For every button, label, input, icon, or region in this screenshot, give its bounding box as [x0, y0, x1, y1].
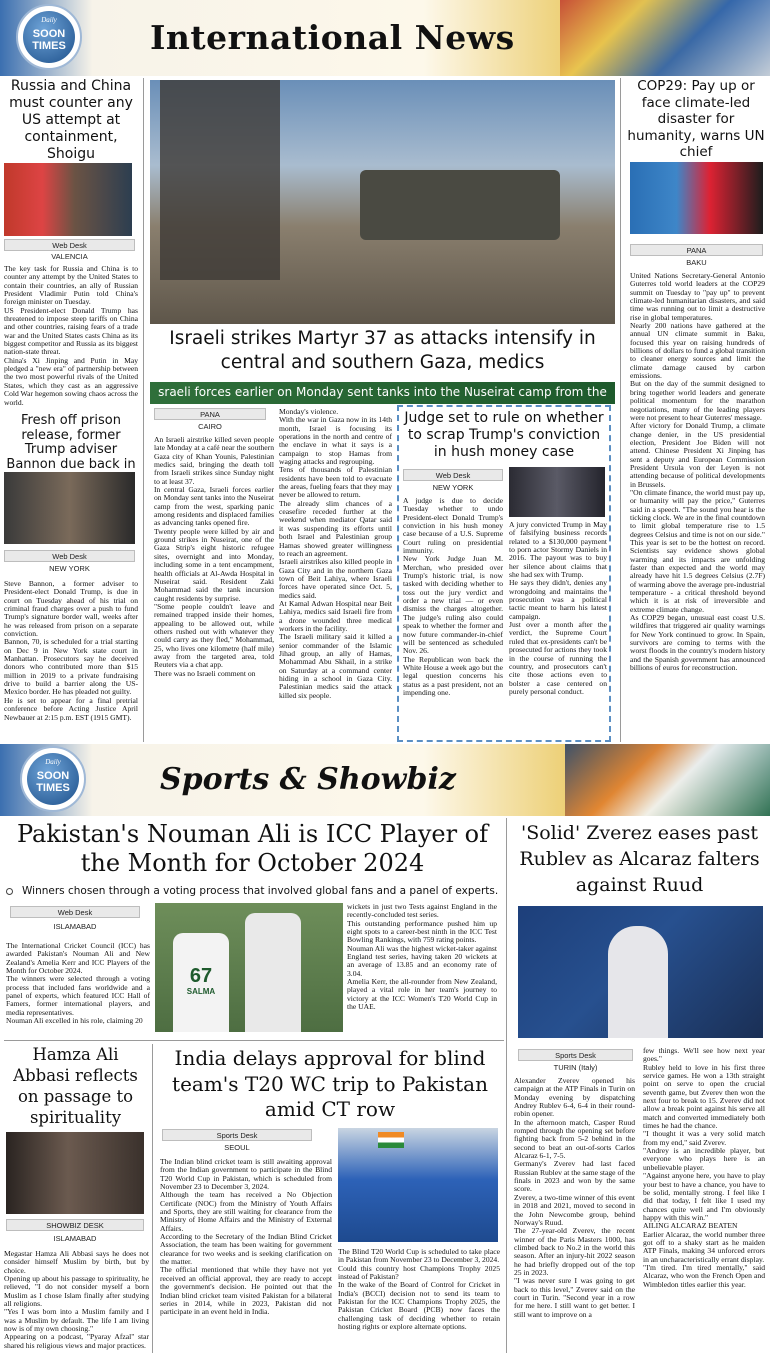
sports-collage	[565, 744, 770, 816]
hamza-dateline: ISLAMABAD	[53, 1234, 97, 1243]
logo-times: TIMES	[32, 40, 66, 52]
left1-desk: Web Desk	[4, 239, 135, 251]
india-body-col2: The Blind T20 World Cup is scheduled to take place in Pakistan from November 23 to December 3, 2024. Could this country host Champions Trophy 2025 instead of Pakistan? In the wake of the Board of Control for Cricket in India's (BCCI) decision not to send its team to Pakistan for the ICC Champions Trophy 2025, the Pakistan Cricket Board (PCB) now faces the challenging task of deciding whether to retain hosting rights or explore alternate options.	[338, 1247, 500, 1332]
logo-times: TIMES	[36, 782, 70, 794]
logo-daily: Daily	[41, 16, 57, 24]
gaza-body-col2: Monday's violence. With the war in Gaza now in its 14th month, Israel is focusing its operations in the north and centre of the enclave in what it says is a campaign to stop Hamas from waging attacks and regrouping. Tens of thousands of Palestinian residents have been told to evacuate the areas, fueling fears that they may never be allowed to return. The already slim chances of a ceasefire receded further at the weekend when mediator Qatar said it was suspending its efforts until both Israel and Palestinian group Hamas showed greater willingness to reach an agreement. Israeli airstrikes also killed people in Gaza City and in the northern Gaza town of Beit Lahiya, where Israeli forces have operated since Oct. 5, medics said. At Kamal Adwan Hospital near Beit Lahiya, medics said Israeli fire from a drone wounded three medical workers in the facility. The Israeli military said it killed a senior commander of the Islamic Jihad group, an ally of Hamas, Mohammad Abu Skhail, in a strike on Saturday at a command center hiding in a school in Gaza City. Palestinian medics said the attack killed six people.	[279, 407, 392, 700]
jersey-number: 67	[189, 965, 213, 987]
jersey-name: SALMA	[186, 987, 216, 996]
zverev-headline: 'Solid' Zverez eases past Rublev as Alcaraz falters against Ruud	[519, 822, 760, 896]
bullet-icon	[6, 888, 13, 895]
shoigu-photo	[4, 163, 132, 236]
column-divider	[143, 78, 144, 742]
gaza-headline: Israeli strikes Martyr 37 as attacks intensify in central and southern Gaza, medics	[169, 328, 596, 373]
nouman-desk: Web Desk	[10, 906, 140, 918]
trump-judge-box	[397, 405, 611, 742]
column-divider	[152, 1044, 153, 1353]
zverev-body-col1: Alexander Zverev opened his campaign at the ATP Finals in Turin on Monday evening by dispatching Andrey Rublev 6-4, 6-4 in their round-robin opener. In the afternoon match, Casper Ruud romped through the opening set before fighting back from 5-2 behind in the second to beat an out-of-sorts Carlos Alcaraz 6-1, 7-5. Germany's Zverev had last faced Russian Rublev at the same stage of the finals in 2023 and won by the same score. Zverev, a two-time winner of this event in 2018 and 2021, moved to second in the John Newcombe group, behind Norway's Ruud. The 27-year-old Zverev, the recent winner of the Paris Masters 1000, has climbed back to No.2 in the world this season. After an injury-hit 2022 season he had briefly dropped out of the top 25 in 2023. "I was never sure I was going to get back to this level," Zverev said on the court in Turin. "Second year in a row for me here. I still want to get better. I still want to improve on a	[514, 1076, 635, 1319]
section-title: International News	[150, 18, 515, 57]
logo-soon: SOON	[36, 770, 70, 782]
building-shape	[160, 80, 280, 280]
sports-banner	[0, 744, 770, 816]
tank-shape	[360, 170, 560, 240]
cop29-dateline: BAKU	[686, 258, 707, 267]
judge-headline: Judge set to rule on whether to scrap Trump's conviction in hush money case	[404, 410, 604, 460]
left1-dateline: VALENCIA	[51, 252, 88, 261]
zverev-dateline: TURIN (Italy)	[553, 1063, 598, 1072]
gaza-body-col1: An Israeli airstrike killed seven people late Monday at a café near the southern Gaza city of Khan Younis, Palestinian medics said, bringing the death toll from Israeli strikes since Sunday night to at least 37. In central Gaza, Israeli forces earlier on Monday sent tanks into the Nuseirat camp from the west, sparking panic among residents and displaced families as advancing tanks opened fire. Twenty people were killed by air and ground strikes in Nuseirat, one of the Gaza Strip's eight historic refugee sites, overnight and into Monday, including some in a tent encampment, health officials at Al-Awda Hospital in Nuseirat said. Resident Zaki Mohammad said the tank incursion caught residents by surprise. "Some people couldn't leave and remained trapped inside their homes, appealing to be allowed out, while others rushed out with whatever they could carry as they fled," Mohammad, 25, who lives one kilometre (half mile) away from the targeted area, told Reuters via a chat app. There was no Israeli comment on	[154, 435, 274, 678]
zverev-body-col2: few things. We'll see how next year goes." Rubley held to love in his first three service games. He won a 13th straight point on serve to open the crucial seventh game, but Zverev then won the next four to break to 15. Zverev did not allow a break point against his serve all match and converted immediately both times he had the chance. "I thought it was a very solid match from my end," said Zverev. "Andrey is an incredible player, but everyone who plays here is an unbelievable player. "Against anyone here, you have to play your best to have a chance, you have to be solid, mentally strong. I feel like I did that today, I felt like I used my chances quite well and I'm obviously happy with this win." AILING ALCARAZ BEATEN Earlier Alcaraz, the world number three got off to a shaky start as he maiden ATP Finals, making 34 unforced errors in an uncharacteristically errant display. "I'm tired. I'm tired mentally," said Alcaraz, who won the French Open and Wimbledon titles earlier this year.	[643, 1046, 765, 1289]
nouman-subheadline: Winners chosen through a voting process that involved global fans and a panel of experts.	[22, 885, 499, 897]
nouman-body-col2: wickets in just two Tests against England in the recently-concluded test series. This outstanding performance pushed him up eight spots to a career-best ninth in the ICC Test Bowling Rankings, with 759 rating points. Nouman Ali was the highest wicket-taker against England test series, having taken 20 wickets at an average of 13.85 and an economy rate of 3.04. Amelia Kerr, the all-rounder from New Zealand, played a vital role in her team's journey to victory at the ICC Women's T20 World Cup in the UAE.	[347, 902, 497, 1012]
judge-desk: Web Desk	[403, 469, 503, 481]
india-dateline: SEOUL	[224, 1143, 250, 1152]
gaza-tank-photo	[150, 80, 615, 324]
left2-dateline: NEW YORK	[49, 564, 90, 573]
column-divider	[506, 818, 507, 1353]
india-headline: India delays approval for blind team's T20 WC trip to Pakistan amid CT row	[172, 1046, 488, 1121]
nouman-dateline: ISLAMABAD	[53, 922, 97, 931]
nouman-headline: Pakistan's Nouman Ali is ICC Player of the Month for October 2024	[16, 820, 489, 877]
trump-court-photo	[509, 467, 605, 517]
blind-team-photo	[338, 1128, 498, 1242]
judge-body-col1: A judge is due to decide Tuesday whether to undo President-elect Donald Trump's conviction in his hush money case because of a U.S. Supreme Court ruling on presidential immunity. New York Judge Juan M. Merchan, who presided over Trump's historic trial, is now tasked with deciding whether to toss out the jury verdict and order a new trial — or even dismiss the charges altogether. The judge's ruling also could speak to whether the former and now future commander-in-chief will be sentenced as scheduled Nov. 26. The Republican won back the White House a week ago but the legal question concerns his status as a past president, not an impending one.	[403, 496, 503, 697]
judge-body-col2: A jury convicted Trump in May of falsifying business records related to a $130,000 payment to porn actor Stormy Daniels in 2016. The payout was to buy her silence about claims that she had sex with Trump. He says they didn't, denies any wrongdoing and maintains the prosecution was a political tactic meant to harm his latest campaign. Just over a month after the verdict, the Supreme Court ruled that ex-presidents can't be prosecuted for actions they took in the course of running the country, and prosecutors can't cite those actions even to bolster a case centered on purely personal conduct.	[509, 520, 607, 696]
gaza-dateline: CAIRO	[198, 422, 222, 431]
russia-china-body: The key task for Russia and China is to counter any attempt by the United States to contain their countries, an ally of Russian President Vladimir Putin told China's foreign minister on Tuesday. US President-elect Donald Trump has threatened to impose steep tariffs on China and other countries, raising fears of a trade war and the United States casts China as its biggest competitor and Russia as its biggest nation-state threat. China's Xi Jinping and Putin in May pledged a "new era" of partnership between the two most powerful rivals of the United States, which they cast as an aggressive Cold War hegemon sowing chaos across the world.	[4, 264, 138, 407]
newspaper-logo	[16, 4, 82, 70]
gaza-desk: PANA	[154, 408, 266, 420]
world-leaders-collage	[560, 0, 770, 76]
player-figure	[245, 913, 301, 1032]
column-divider	[620, 78, 621, 742]
russia-china-headline: Russia and China must counter any US attempt at containment, Shoigu	[9, 78, 133, 162]
judge-dateline: NEW YORK	[432, 483, 474, 492]
zverev-desk: Sports Desk	[518, 1049, 633, 1061]
cop29-headline: COP29: Pay up or face climate-led disaster for humanity, warns UN chief	[627, 78, 765, 160]
guterres-photo	[630, 162, 763, 234]
india-desk: Sports Desk	[162, 1129, 312, 1141]
gaza-subheadline: sraeli forces earlier on Monday sent tanks into the Nuseirat camp from the west	[150, 382, 615, 404]
logo-daily: Daily	[45, 758, 61, 766]
newspaper-logo	[20, 746, 86, 812]
left2-desk: Web Desk	[4, 550, 135, 562]
india-flag-icon	[378, 1132, 404, 1148]
section-title: Sports & Showbiz	[160, 762, 456, 797]
cricketers-photo	[155, 903, 343, 1032]
cop29-desk: PANA	[630, 244, 763, 256]
international-banner	[0, 0, 770, 76]
hamza-photo	[6, 1132, 144, 1214]
bannon-headline: Fresh off prison release, former Trump adviser Bannon due back in	[6, 413, 136, 472]
logo-soon: SOON	[32, 28, 66, 40]
india-body-col1: The Indian blind cricket team is still awaiting approval from the Indian government to participate in the Blind T20 World Cup in Pakistan, which is scheduled from November 23 to December 3, 2024. Although the team has received a No Objection Certificate (NOC) from the Ministry of Youth Affairs and Sports, they are still waiting for clearance from the Ministry of Home Affairs and the Ministry of External Affairs. According to the Secretary of the Indian Blind Cricket Association, the team has been waiting for government clearance for two weeks and is seeking clarification on the matter. The official mentioned that while they have not yet received an official approval, they are ready to accept the government's decision. He pointed out that the Indian blind cricket team visited Pakistan for a bilateral series in 2014, while in 2023, Pakistan did not participate in an event held in India.	[160, 1157, 332, 1317]
nouman-body-col1: The International Cricket Council (ICC) has awarded Pakistan's Nouman Ali and New Zealand's Amelia Kerr and ICC Players of the Month for October 2024. The winners were selected through a voting process that included fans worldwide and a panel of experts, which featured ICC Hall of Famers, former international players, and media representatives. Nouman Ali excelled in his role, claiming 20	[6, 941, 150, 1026]
hamza-body: Megastar Hamza Ali Abbasi says he does not consider himself Muslim by birth, but by choice. Opening up about his passage to spirituality, he relieved, "I do not consider myself a born Muslim as I chose Islam finally after studying all religions. "Yes I was born into a Muslim family and I was a Muslim by default. The life I am living now is of my own choosing." Appearing on a podcast, "Pyaray Afzal" star shared his religious views and major practices.	[4, 1249, 149, 1350]
row-divider	[4, 1040, 504, 1041]
bannon-photo	[4, 472, 135, 544]
player-figure	[608, 926, 668, 1038]
cop29-body: United Nations Secretary-General Antonio Guterres told world leaders at the COP29 summit on Tuesday to "pay up" to prevent climate-led humanitarian disasters, and said time was running out to limit a destructive rise in global temperatures. Nearly 200 nations have gathered at the annual UN climate summit in Baku, focused this year on raising hundreds of billions of dollars to fund a global transition to cleaner energy sources and limit the climate damage caused by carbon emissions. But on the day of the summit designed to bring together world leaders and generate political momentum for the marathon negotiations, many of the leading players were not present to hear Guterres' message. After victory for Donald Trump, a climate change denier, in the US presidential election, President Joe Biden will not attend. Chinese President Xi Jinping has sent a deputy and European Commission President Ursula von der Leyen is not attending because of political developments in Brussels. "On climate finance, the world must pay up, or humanity will pay the price," Guterres said in a speech. "The sound you hear is the ticking clock. We are in the final countdown to limit global temperature rise to 1.5 degrees Celsius and time is not on our side." This year is set to be the hottest on record. Scientists say evidence shows global warming and its impacts are unfolding faster than expected and the world may already have hit 1.5 degrees Celsius (2.7F) of warming above the average pre-industrial temperature - a critical threshold beyond which it is at risk of irreversible and extreme climate change. As COP29 began, unusual east coast U.S. wildfires that triggered air quality warnings for New York continued to grow. In Spain, survivors are coming to terms with the worst floods in the country's modern history and the Spanish government has announced billions of euros for reconstruction.	[630, 271, 765, 673]
hamza-desk: SHOWBIZ DESK	[6, 1219, 144, 1231]
hamza-headline: Hamza Ali Abbasi reflects on passage to spirituality	[13, 1045, 138, 1127]
zverev-photo	[518, 906, 763, 1038]
bannon-body: Steve Bannon, a former adviser to President-elect Donald Trump, is due in court on Tuesday ahead of his trial on criminal fraud charges over a push to fund Trump's signature border wall, weeks after he was released from prison on a separate conviction. Bannon, 70, is scheduled for a trial starting on Dec 9 in New York state court in Manhattan. Prosecutors say he deceived donors who contributed more than $15 million in 2019 to a private fundraising drive to build a barrier along the US-Mexico border. He has pleaded not guilty. He is set to appear for a final pretrial conference before Acting Justice April Newbauer at 2:15 p.m. EST (1915 GMT).	[4, 579, 138, 722]
